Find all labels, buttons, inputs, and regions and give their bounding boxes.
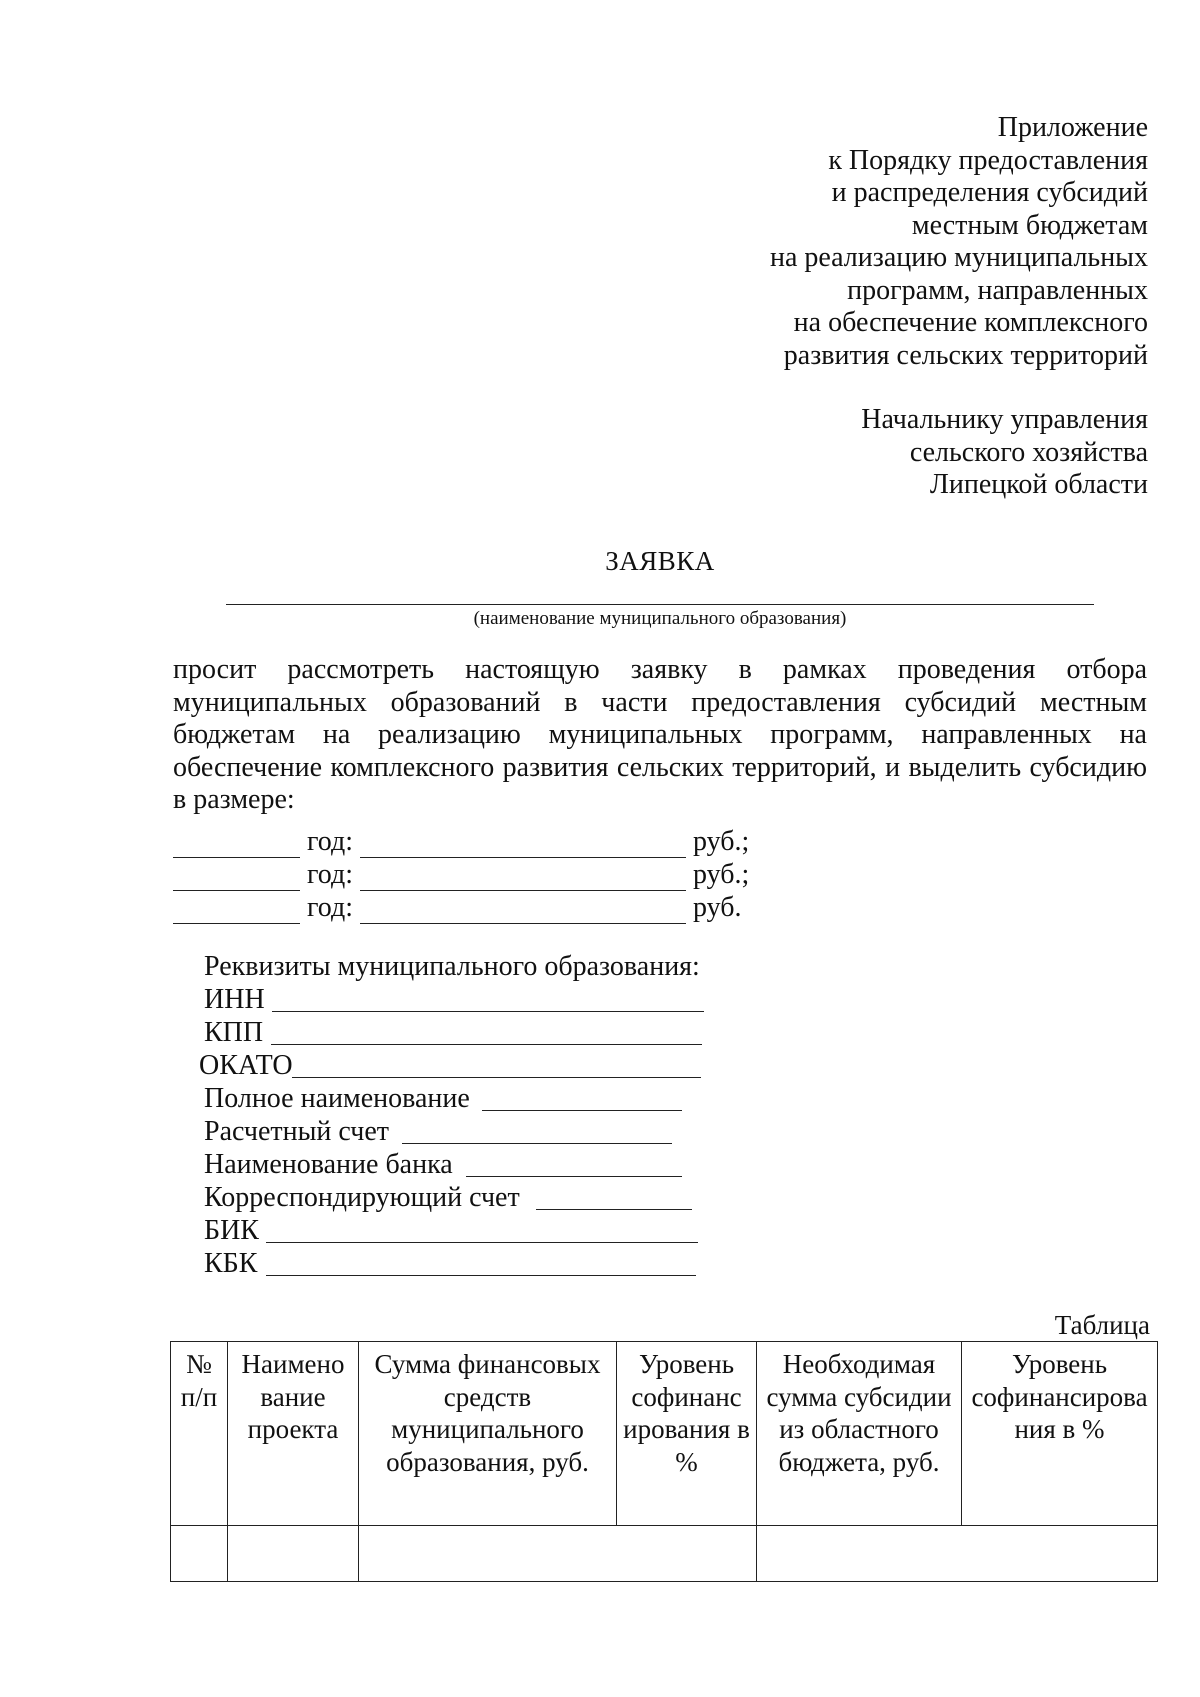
requisite-row: [199, 1050, 709, 1082]
table-caption: Таблица: [1054, 1310, 1150, 1340]
table-header-cell: Сумма финансовых средств муниципального образования, руб.: [359, 1342, 617, 1526]
requisite-row: [204, 1248, 704, 1280]
inn-field[interactable]: [272, 984, 704, 1012]
requisite-row: [204, 1116, 674, 1148]
requisite-row: [204, 984, 704, 1016]
table-cell[interactable]: [359, 1526, 757, 1582]
requisite-row: [204, 1017, 704, 1049]
amount-field[interactable]: [360, 899, 686, 924]
municipality-name-field[interactable]: [226, 604, 1094, 605]
table-header-cell: Уровень софинанс ирования в %: [617, 1342, 757, 1526]
bik-field[interactable]: [266, 1215, 698, 1243]
requisite-label: КПП: [204, 1017, 264, 1048]
appendix-header: [770, 112, 1148, 372]
appendix-line: на обеспечение комплексного: [793, 307, 1148, 338]
requisite-label: БИК: [204, 1215, 259, 1246]
municipality-name-caption: (наименование муниципального образования): [473, 608, 847, 629]
amount-row: [173, 892, 742, 924]
addressee-line: Липецкой области: [929, 469, 1148, 500]
full-name-field[interactable]: [482, 1083, 682, 1111]
requisite-label: Расчетный счет: [204, 1116, 390, 1147]
currency-label: руб.;: [693, 859, 750, 890]
table-cell[interactable]: [228, 1526, 359, 1582]
correspondent-account-field[interactable]: [536, 1182, 692, 1210]
request-text: просит рассмотреть настоящую заявку в рамках проведения отбора муниципальных образований в части предоставления субсидий местным бюджетам на реализацию муниципальных программ, направленных на обеспечение комплексного развития сельских территорий, и выделить субсидию в размере:: [173, 654, 1147, 815]
addressee-block: [861, 404, 1148, 502]
year-field[interactable]: [173, 866, 300, 891]
year-label: год:: [307, 859, 354, 890]
table-cell[interactable]: [171, 1526, 228, 1582]
table-row: [171, 1526, 1158, 1582]
cofinancing-table: [170, 1341, 1158, 1582]
appendix-line: Приложение: [997, 112, 1148, 143]
table-header-cell: № п/п: [171, 1342, 228, 1526]
amount-field[interactable]: [360, 866, 686, 891]
appendix-line: развития сельских территорий: [783, 339, 1148, 371]
table-header-cell: Уровень софинансирова ния в %: [962, 1342, 1158, 1526]
appendix-line: к Порядку предоставления: [828, 144, 1148, 176]
amount-row: [173, 826, 749, 858]
requisite-label: Наименование банка: [204, 1149, 453, 1180]
appendix-line: программ, направленных: [847, 274, 1148, 306]
bank-name-field[interactable]: [466, 1149, 682, 1177]
appendix-line: местным бюджетам: [911, 209, 1148, 241]
requisite-row: [204, 1149, 684, 1181]
requisite-label: ОКАТО: [199, 1050, 293, 1081]
table-cell[interactable]: [757, 1526, 1158, 1582]
kbk-field[interactable]: [266, 1248, 696, 1276]
kpp-field[interactable]: [271, 1017, 702, 1045]
requisite-row: [204, 1083, 684, 1115]
requisite-label: КБК: [204, 1248, 258, 1279]
year-label: год:: [307, 892, 354, 923]
year-label: год:: [307, 826, 354, 857]
appendix-line: и распределения субсидий: [831, 177, 1148, 208]
document-title: ЗАЯВКА: [605, 546, 715, 576]
table-header-row: [171, 1342, 1158, 1526]
settlement-account-field[interactable]: [402, 1116, 672, 1144]
requisite-label: Корреспондирующий счет: [204, 1182, 520, 1213]
requisite-label: Полное наименование: [204, 1083, 470, 1114]
currency-label: руб.: [693, 892, 742, 923]
requisite-label: ИНН: [204, 984, 265, 1015]
amount-row: [173, 859, 749, 891]
amount-field[interactable]: [360, 833, 686, 858]
table-header-cell: Необходимая сумма субсидии из областного бюджета, руб.: [757, 1342, 962, 1526]
okato-field[interactable]: [292, 1050, 701, 1078]
addressee-line: Начальнику управления: [861, 404, 1148, 435]
requisites-title: Реквизиты муниципального образования:: [204, 951, 700, 982]
requisite-row: [204, 1182, 694, 1214]
currency-label: руб.;: [693, 826, 750, 857]
requisite-row: [204, 1215, 704, 1247]
appendix-line: на реализацию муниципальных: [769, 242, 1148, 273]
year-field[interactable]: [173, 899, 300, 924]
year-field[interactable]: [173, 833, 300, 858]
addressee-line: сельского хозяйства: [909, 436, 1148, 468]
table-header-cell: Наимено вание проекта: [228, 1342, 359, 1526]
